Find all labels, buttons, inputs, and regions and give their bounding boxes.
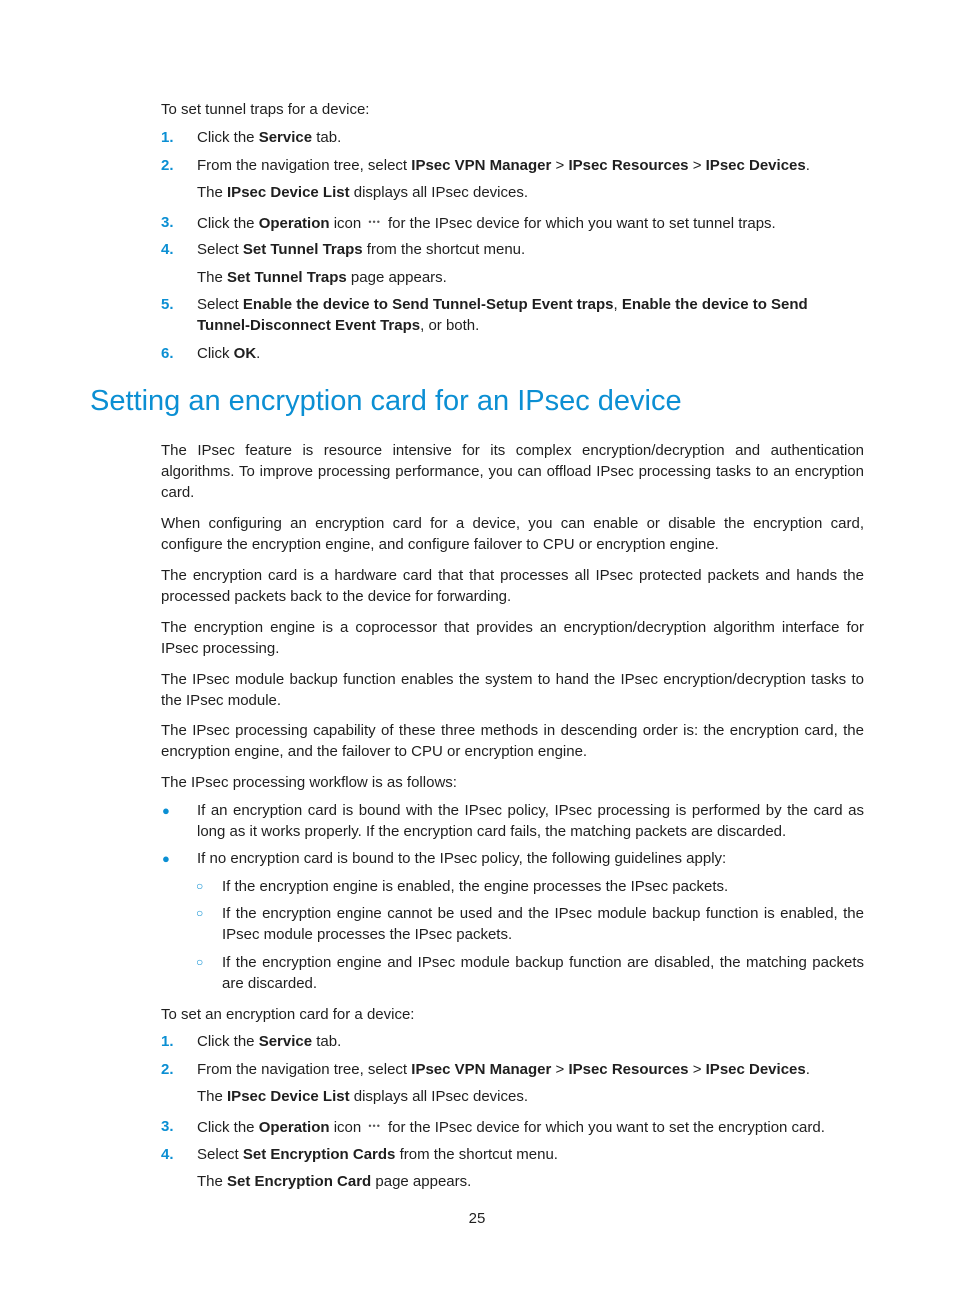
ui-term: Operation bbox=[258, 215, 330, 232]
ui-term: IPsec Device List bbox=[227, 184, 350, 201]
step-text: Click the Operation icon ••• for the IPsec device for which you want to set tunnel traps. bbox=[197, 212, 864, 234]
ui-term: Enable the device to Send Tunnel-Setup Event traps bbox=[242, 296, 614, 313]
step-text: From the navigation tree, select IPsec VPN Manager > IPsec Resources > IPsec Devices. bbox=[197, 157, 810, 174]
paragraph: The IPsec processing workflow is as follows: bbox=[161, 774, 457, 791]
ui-term: IPsec Devices bbox=[705, 1061, 806, 1078]
paragraph: The IPsec processing capability of these three methods in descending order is: the encryption card, the encryption engine, and the failover to CPU or encryption engine. bbox=[161, 722, 864, 760]
ui-term: IPsec VPN Manager bbox=[411, 157, 552, 174]
paragraph: The IPsec feature is resource intensive for its complex encryption/decryption and authentication algorithms. To improve processing performance, you can offload IPsec processing tasks to an encryption card. bbox=[161, 442, 864, 501]
section-heading: Setting an encryption card for an IPsec device bbox=[90, 385, 682, 417]
operation-icon: ••• bbox=[368, 1121, 381, 1131]
ui-term: Service bbox=[258, 1033, 313, 1050]
sub-bullet-item: If the encryption engine and IPsec module backup function are disabled, the matching packets are discarded. bbox=[222, 954, 864, 992]
bullet-icon: ● bbox=[162, 851, 170, 866]
step-result: The Set Encryption Card page appears. bbox=[197, 1173, 472, 1190]
sub-bullet-item: If the encryption engine is enabled, the engine processes the IPsec packets. bbox=[222, 878, 729, 895]
operation-icon: ••• bbox=[368, 217, 381, 227]
ui-term: IPsec Devices bbox=[705, 157, 806, 174]
ui-term: Set Tunnel Traps bbox=[242, 241, 363, 258]
ui-term: IPsec Resources bbox=[568, 157, 689, 174]
paragraph: The encryption card is a hardware card that that processes all IPsec protected packets and hands the processed packets back to the device for forwarding. bbox=[161, 567, 864, 605]
step-number: 4. bbox=[161, 1146, 174, 1163]
paragraph: The encryption engine is a coprocessor that provides an encryption/decryption algorithm interface for IPsec processing. bbox=[161, 619, 864, 657]
ui-term: Service bbox=[258, 129, 313, 146]
step-result: The IPsec Device List displays all IPsec devices. bbox=[197, 1088, 529, 1105]
bullet-item: If no encryption card is bound to the IPsec policy, the following guidelines apply: bbox=[197, 850, 727, 867]
paragraph: When configuring an encryption card for a device, you can enable or disable the encryption card, configure the encryption engine, and configure failover to CPU or encryption engine. bbox=[161, 515, 864, 553]
paragraph: The IPsec module backup function enables the system to hand the IPsec encryption/decryption tasks to the IPsec module. bbox=[161, 671, 864, 709]
bullet-icon: ● bbox=[162, 803, 170, 818]
step-text: From the navigation tree, select IPsec VPN Manager > IPsec Resources > IPsec Devices. bbox=[197, 1061, 810, 1078]
ui-term: IPsec VPN Manager bbox=[411, 1061, 552, 1078]
step-number: 3. bbox=[161, 214, 174, 231]
section2-intro: To set an encryption card for a device: bbox=[161, 1006, 415, 1023]
step-result: The Set Tunnel Traps page appears. bbox=[197, 269, 447, 286]
step-text: Click the Service tab. bbox=[197, 129, 342, 146]
step-number: 2. bbox=[161, 1061, 174, 1078]
ui-term: OK bbox=[233, 345, 257, 362]
step-number: 6. bbox=[161, 345, 174, 362]
sub-bullet-icon: ○ bbox=[196, 955, 204, 969]
ui-term: Set Encryption Cards bbox=[242, 1146, 396, 1163]
step-text: Click the Operation icon ••• for the IPsec device for which you want to set the encryption card. bbox=[197, 1116, 864, 1138]
sub-bullet-icon: ○ bbox=[196, 906, 204, 920]
step-text: Select Set Tunnel Traps from the shortcut menu. bbox=[197, 241, 526, 258]
step-number: 1. bbox=[161, 1033, 174, 1050]
sub-bullet-icon: ○ bbox=[196, 879, 204, 893]
bullet-item: If an encryption card is bound with the IPsec policy, IPsec processing is performed by the card as long as it works properly. If the encryption card fails, the matching packets are discarded. bbox=[197, 802, 864, 840]
step-text: Click OK. bbox=[197, 345, 261, 362]
sub-bullet-item: If the encryption engine cannot be used and the IPsec module backup function is enabled, the IPsec module processes the IPsec packets. bbox=[222, 905, 864, 943]
step-number: 3. bbox=[161, 1118, 174, 1135]
section1-intro: To set tunnel traps for a device: bbox=[161, 101, 370, 118]
step-number: 5. bbox=[161, 296, 174, 313]
page-number: 25 bbox=[468, 1210, 486, 1227]
step-text: Select Enable the device to Send Tunnel-Setup Event traps, Enable the device to Send Tunnel-Disconnect Event Traps, or both. bbox=[197, 296, 808, 334]
step-number: 1. bbox=[161, 129, 174, 146]
ui-term: Enable the device to Send Tunnel-Disconnect Event Traps bbox=[197, 296, 808, 334]
ui-term: IPsec Device List bbox=[227, 1088, 350, 1105]
step-result: The IPsec Device List displays all IPsec devices. bbox=[197, 184, 529, 201]
ui-term: IPsec Resources bbox=[568, 1061, 689, 1078]
step-text: Click the Service tab. bbox=[197, 1033, 342, 1050]
ui-term: Set Tunnel Traps bbox=[227, 269, 347, 286]
step-number: 4. bbox=[161, 241, 174, 258]
ui-term: Operation bbox=[258, 1119, 330, 1136]
ui-term: Set Encryption Card bbox=[227, 1173, 372, 1190]
step-number: 2. bbox=[161, 157, 174, 174]
step-text: Select Set Encryption Cards from the shortcut menu. bbox=[197, 1146, 558, 1163]
